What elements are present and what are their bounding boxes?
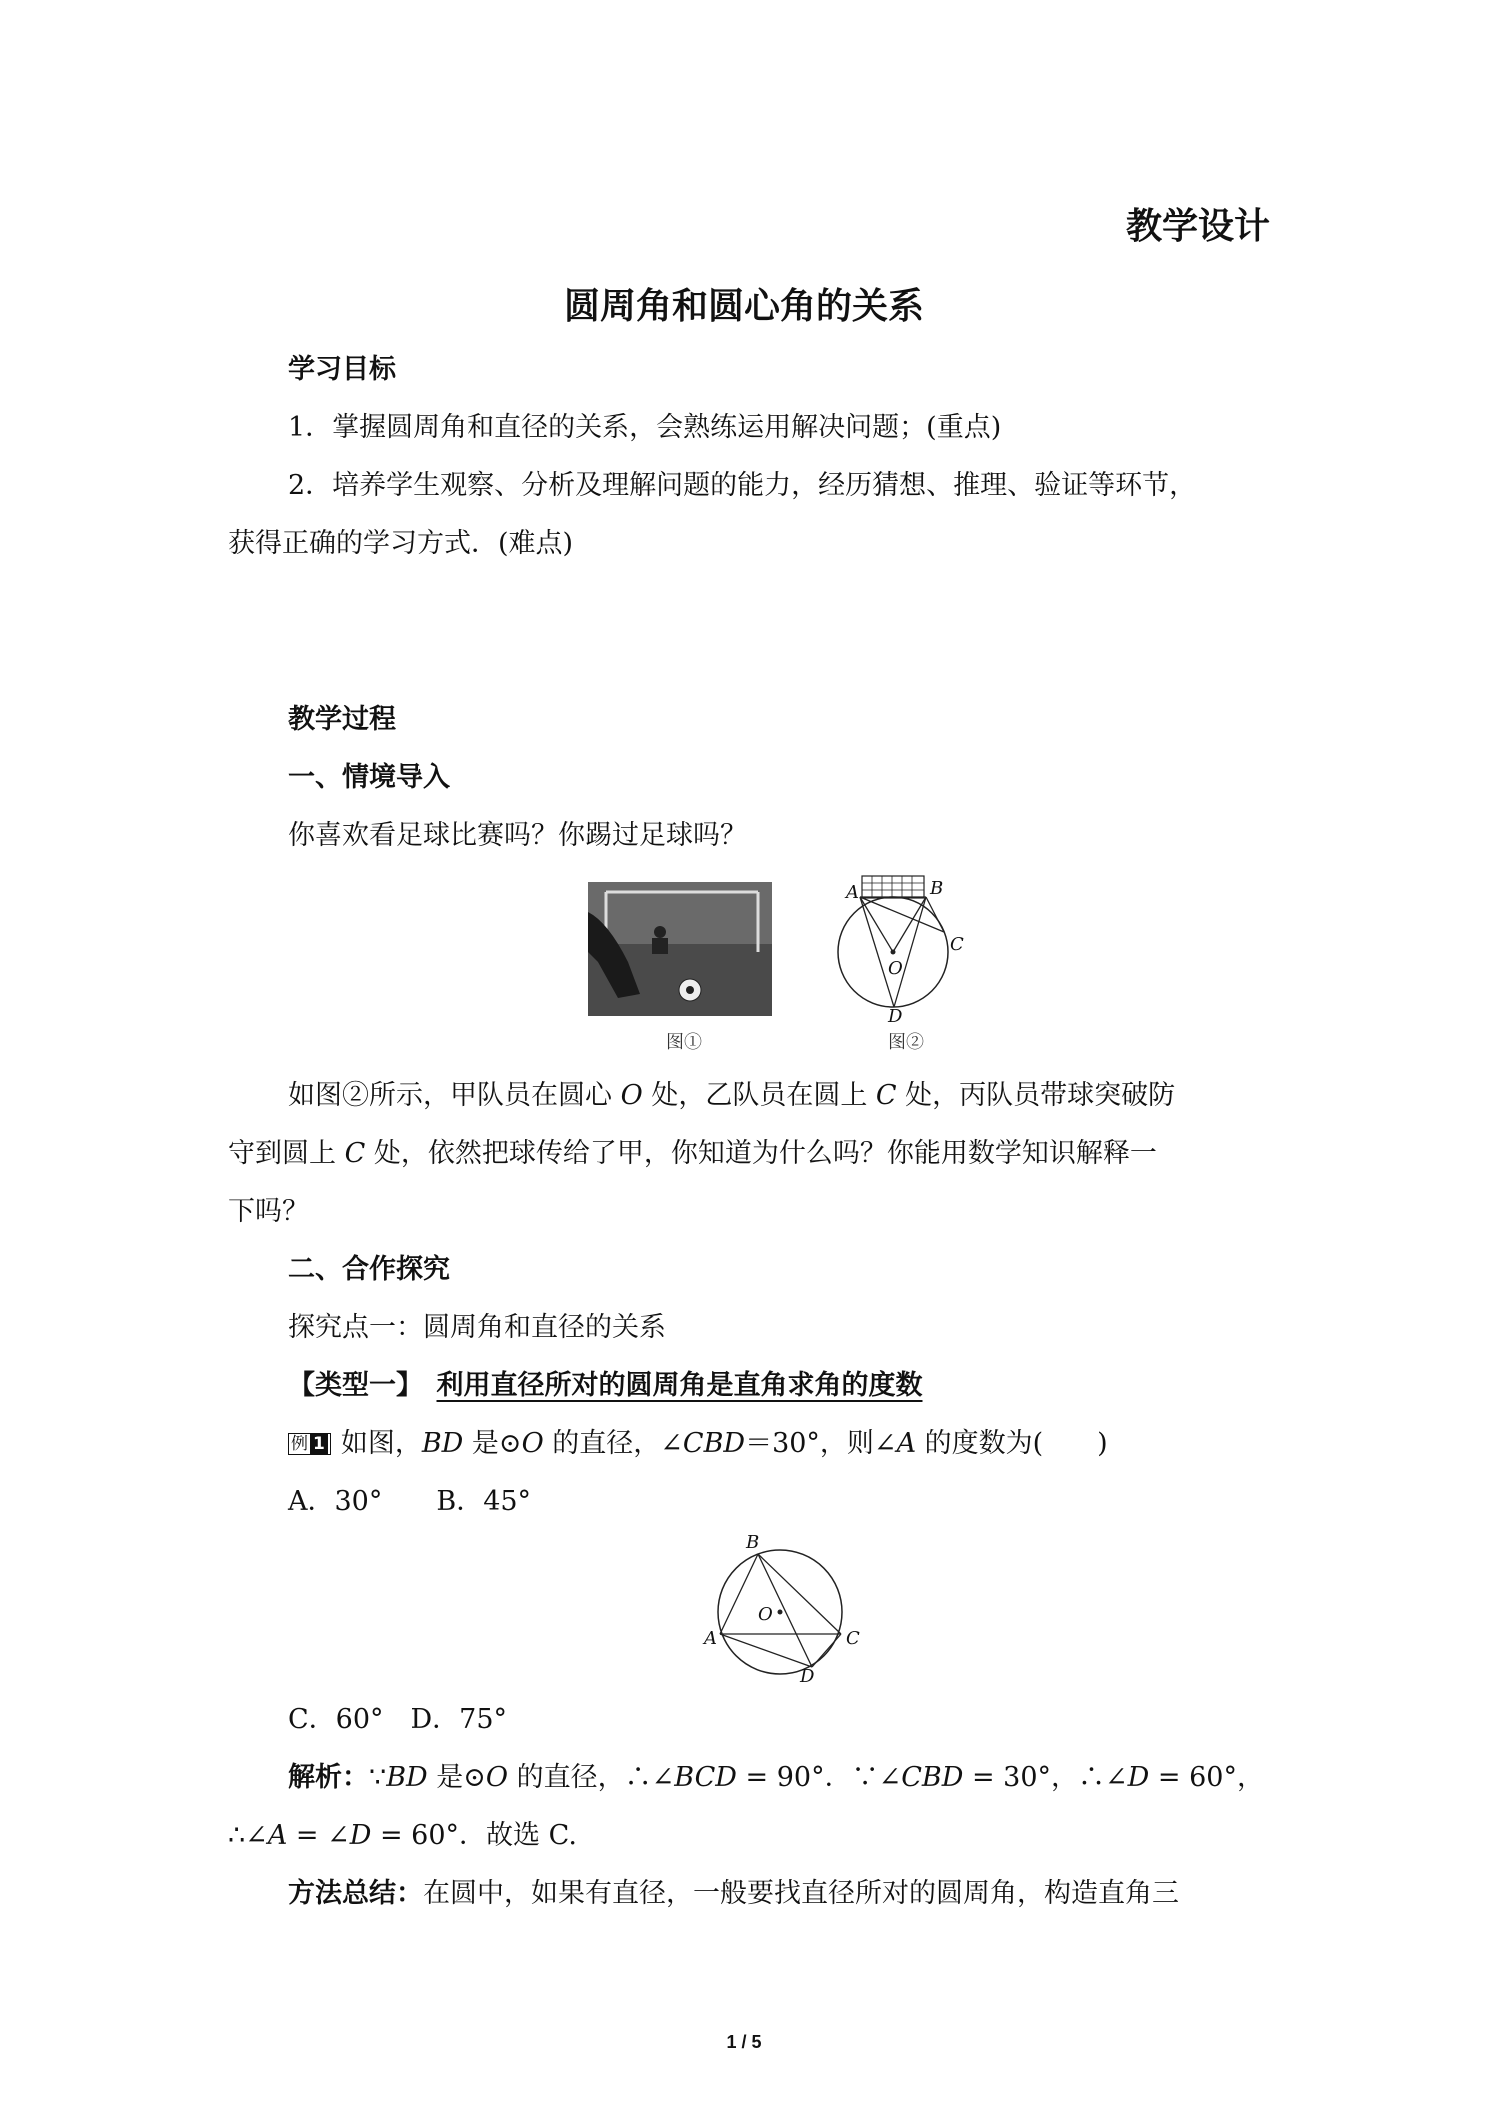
process-heading: 教学过程 [288,704,396,735]
analysis-line-1: 解析：∵BD 是⊙O 的直径，∴∠BCD = 90°．∵∠CBD = 30°，∴∠D = 60°， [288,1762,1264,1793]
ex1-label-a: A [704,1628,717,1649]
section-1-heading: 一、情境导入 [288,762,450,793]
ex1-label-b: B [746,1532,760,1553]
objective-item-2-line-1: 2．培养学生观察、分析及理解问题的能力，经历猜想、推理、验证等环节， [288,470,1197,501]
fig2-label-c: C [950,934,964,955]
type-1-heading: 【类型一】 利用直径所对的圆周角是直角求角的度数 [288,1370,923,1401]
fig2-label-o: O [888,958,903,979]
soccer-photo [588,882,772,1016]
option-d: D．75° [410,1704,508,1735]
option-b: B．45° [436,1486,532,1517]
example-1-options-cd [288,1702,507,1738]
example-1-question: 例 1 如图，BD 是⊙O 的直径，∠CBD＝30°，则∠A 的度数为( ) [288,1426,1108,1462]
figure-1-caption: 图① [666,1032,702,1053]
objective-item-1: 1．掌握圆周角和直径的关系，会熟练运用解决问题；(重点) [288,412,1002,443]
page-number: 1 / 5 [726,2032,762,2052]
document-type-label: 教学设计 [1125,206,1270,247]
option-c: C．60° [288,1704,384,1735]
objective-item-2-line-2: 获得正确的学习方式．(难点) [228,528,574,559]
objectives-heading: 学习目标 [288,354,396,385]
method-summary: 方法总结：在圆中，如果有直径，一般要找直径所对的圆周角，构造直角三 [288,1878,1179,1909]
fig2-label-b: B [930,878,944,899]
scenario-line-1: 如图②所示，甲队员在圆心 O 处，乙队员在圆上 C 处，丙队员带球突破防 [288,1080,1176,1111]
analysis-line-2: ∴∠A = ∠D = 60°．故选 C. [228,1820,577,1851]
section-2-heading: 二、合作探究 [288,1254,450,1285]
option-a: A．30° [288,1486,383,1517]
explore-point-heading: 探究点一：圆周角和直径的关系 [288,1312,666,1343]
intro-question: 你喜欢看足球比赛吗？你踢过足球吗？ [288,820,747,851]
ex1-label-d: D [800,1666,815,1687]
figure-2-caption: 图② [888,1032,924,1053]
scenario-line-2: 守到圆上 C 处，依然把球传给了甲，你知道为什么吗？你能用数学知识解释一 [228,1138,1157,1169]
fig2-label-a: A [846,882,859,903]
ex1-label-o: O [758,1604,773,1625]
fig2-label-d: D [888,1006,903,1027]
ex1-label-c: C [846,1628,860,1649]
example-1-diagram [700,1532,870,1687]
scenario-line-3: 下吗？ [228,1196,309,1227]
example-1-options-ab [288,1484,531,1520]
example-badge: 例 1 [288,1433,331,1455]
figure-2-diagram [828,872,974,1027]
page-title: 圆周角和圆心角的关系 [563,286,924,327]
